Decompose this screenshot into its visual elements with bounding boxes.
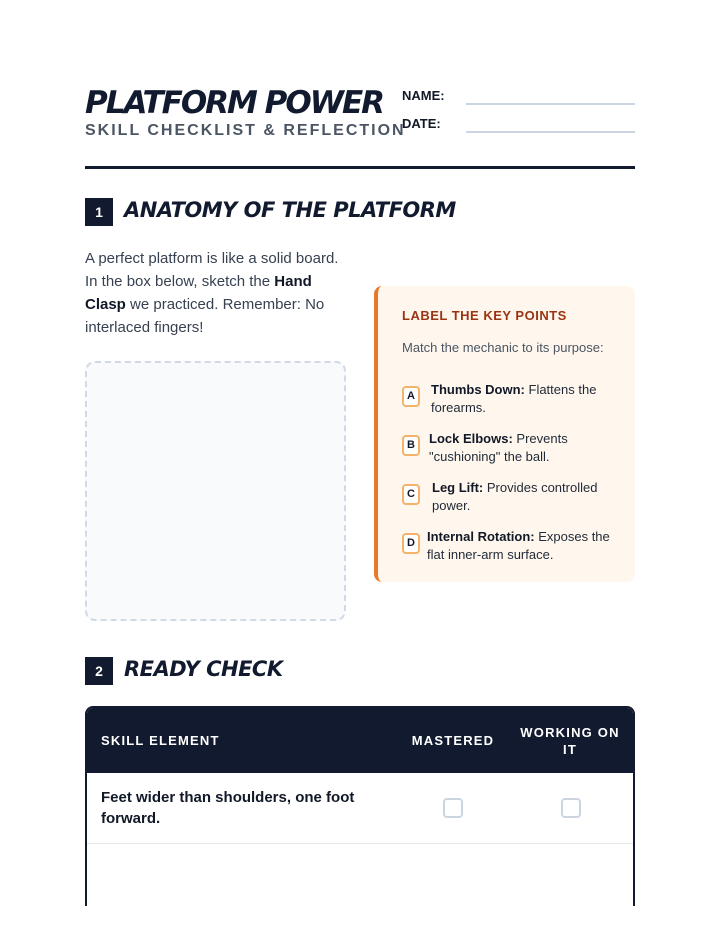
column-working-on-it: WORKING ON IT [520,725,620,757]
working-on-it-checkbox[interactable] [561,798,581,818]
sketch-box[interactable] [85,361,346,621]
letter-badge: C [402,484,420,505]
ready-check-table [85,706,635,906]
key-points-box: LABEL THE KEY POINTS Match the mechanic to its purpose: A Thumbs Down: Flattens the forearms. B Lock Elbows: Prevents "cushioning" the ball. C Leg Lift: Provides controlled power. D Internal Rotation: Exposes the flat inner-arm surface. [374,286,635,582]
column-skill-element: SKILL ELEMENT [101,733,220,748]
column-mastered: MASTERED [411,733,495,748]
skill-cell: Feet wider than shoulders, one foot forward. [101,789,355,827]
section-1-number: 1 [85,198,113,226]
mastered-checkbox[interactable] [443,798,463,818]
table-row [87,773,633,844]
date-field[interactable] [466,131,635,133]
date-label: DATE: [402,116,441,131]
section-2-number: 2 [85,657,113,685]
page-subtitle: SKILL CHECKLIST & REFLECTION [85,122,406,139]
letter-badge: A [402,386,420,407]
worksheet-header [85,84,635,144]
letter-badge: D [402,533,420,554]
page-title: PLATFORM POWER [85,85,383,121]
hand-clasp-term: Hand Clasp [85,273,312,313]
section-1-intro: A perfect platform is like a solid board. In the box below, sketch the Hand Clasp we practiced. Remember: No interlaced fingers! [85,250,339,336]
letter-badge: B [402,435,420,456]
name-field[interactable] [466,103,635,105]
table-header [87,708,633,773]
section-1-title: ANATOMY OF THE PLATFORM [124,198,456,222]
header-divider [85,166,635,169]
key-points-subtitle: Match the mechanic to its purpose: [402,340,604,355]
key-points-title: LABEL THE KEY POINTS [402,308,567,323]
section-2-title: READY CHECK [124,657,283,681]
name-label: NAME: [402,88,445,103]
